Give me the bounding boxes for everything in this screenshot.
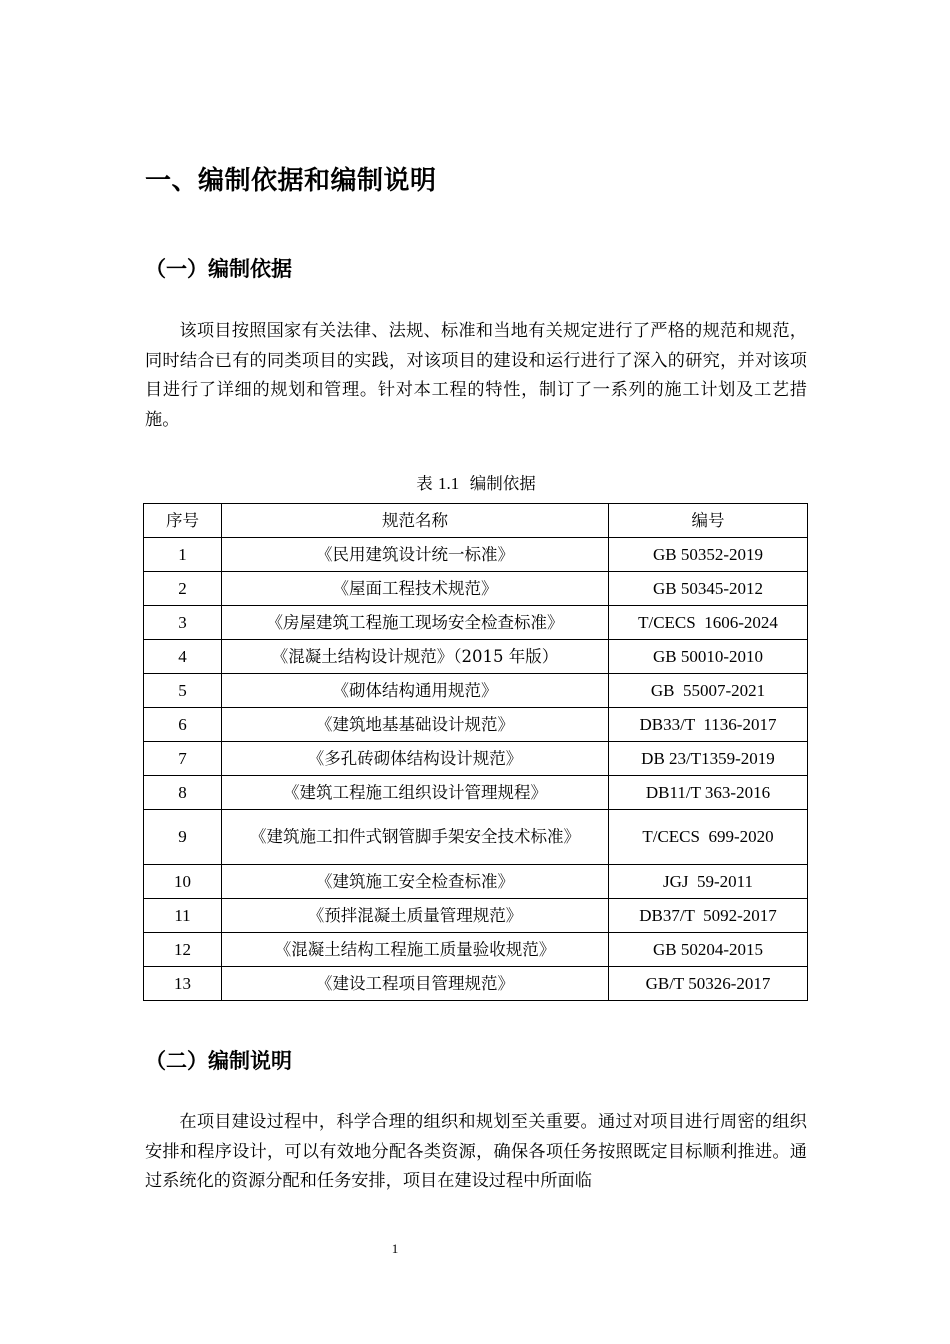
cell-no: 13: [144, 967, 222, 1001]
notes-paragraph: 在项目建设过程中，科学合理的组织和规划至关重要。通过对项目进行周密的组织安排和程序设计，可以有效地分配各类资源，确保各项任务按照既定目标顺利推进。通过系统化的资源分配和任务安排，项目在建设过程中所面临: [145, 1112, 807, 1191]
section-heading-notes: （二）编制说明: [145, 1049, 292, 1073]
cell-code: JGJ 59-2011: [609, 865, 808, 899]
table-row: [144, 606, 808, 640]
cell-no: 7: [144, 742, 222, 776]
cell-no: 8: [144, 776, 222, 810]
table-row: [144, 742, 808, 776]
cell-name: 《建设工程项目管理规范》: [222, 967, 609, 1001]
header-no: 序号: [144, 504, 222, 538]
table-caption: [145, 470, 807, 494]
cell-no: 1: [144, 538, 222, 572]
table-row: [144, 810, 808, 865]
cell-name: 《建筑施工扣件式钢管脚手架安全技术标准》: [222, 810, 609, 865]
table-row: [144, 538, 808, 572]
cell-name: 《房屋建筑工程施工现场安全检查标准》: [222, 606, 609, 640]
table-row: [144, 674, 808, 708]
cell-no: 6: [144, 708, 222, 742]
header-code: 编号: [609, 504, 808, 538]
cell-no: 2: [144, 572, 222, 606]
cell-no: 3: [144, 606, 222, 640]
cell-no: 10: [144, 865, 222, 899]
caption-number: 1.1: [438, 474, 460, 493]
cell-name: 《建筑工程施工组织设计管理规程》: [222, 776, 609, 810]
cell-name: 《预拌混凝土质量管理规范》: [222, 899, 609, 933]
section-heading-basis: （一）编制依据: [145, 257, 292, 281]
cell-code: DB11/T 363-2016: [609, 776, 808, 810]
caption-prefix: 表: [416, 474, 433, 493]
cell-code: T/CECS 1606-2024: [609, 606, 808, 640]
cell-code: DB 23/T1359-2019: [609, 742, 808, 776]
caption-title: 编制依据: [469, 474, 536, 493]
standards-table: [143, 503, 808, 1001]
cell-name: 《砌体结构通用规范》: [222, 674, 609, 708]
cell-code: GB 50345-2012: [609, 572, 808, 606]
cell-code: T/CECS 699-2020: [609, 810, 808, 865]
table-header-row: [144, 504, 808, 538]
cell-code: GB 50204-2015: [609, 933, 808, 967]
cell-code: GB 50352-2019: [609, 538, 808, 572]
table-row: [144, 865, 808, 899]
main-heading: 一、编制依据和编制说明: [145, 166, 437, 196]
header-name: 规范名称: [222, 504, 609, 538]
table-row: [144, 572, 808, 606]
cell-no: 4: [144, 640, 222, 674]
table-row: [144, 899, 808, 933]
cell-code: DB37/T 5092-2017: [609, 899, 808, 933]
cell-name: 《建筑地基基础设计规范》: [222, 708, 609, 742]
cell-no: 9: [144, 810, 222, 865]
cell-no: 5: [144, 674, 222, 708]
table-row: [144, 640, 808, 674]
cell-name: 《屋面工程技术规范》: [222, 572, 609, 606]
table-row: [144, 776, 808, 810]
table-row: [144, 933, 808, 967]
basis-paragraph: 该项目按照国家有关法律、法规、标准和当地有关规定进行了严格的规范和规范，同时结合已有的同类项目的实践，对该项目的建设和运行进行了深入的研究，并对该项目进行了详细的规划和管理。针对本工程的特性，制订了一系列的施工计划及工艺措施。: [145, 321, 807, 430]
cell-no: 12: [144, 933, 222, 967]
table-row: [144, 967, 808, 1001]
cell-no: 11: [144, 899, 222, 933]
table-row: [144, 708, 808, 742]
cell-code: GB 55007-2021: [609, 674, 808, 708]
cell-name: 《混凝土结构工程施工质量验收规范》: [222, 933, 609, 967]
cell-code: DB33/T 1136-2017: [609, 708, 808, 742]
cell-code: GB/T 50326-2017: [609, 967, 808, 1001]
cell-name: 《民用建筑设计统一标准》: [222, 538, 609, 572]
cell-code: GB 50010-2010: [609, 640, 808, 674]
page-number: 1: [391, 1241, 399, 1256]
cell-name: 《多孔砖砌体结构设计规范》: [222, 742, 609, 776]
cell-name: 《建筑施工安全检查标准》: [222, 865, 609, 899]
cell-name: 《混凝土结构设计规范》（2015 年版）: [222, 640, 609, 674]
